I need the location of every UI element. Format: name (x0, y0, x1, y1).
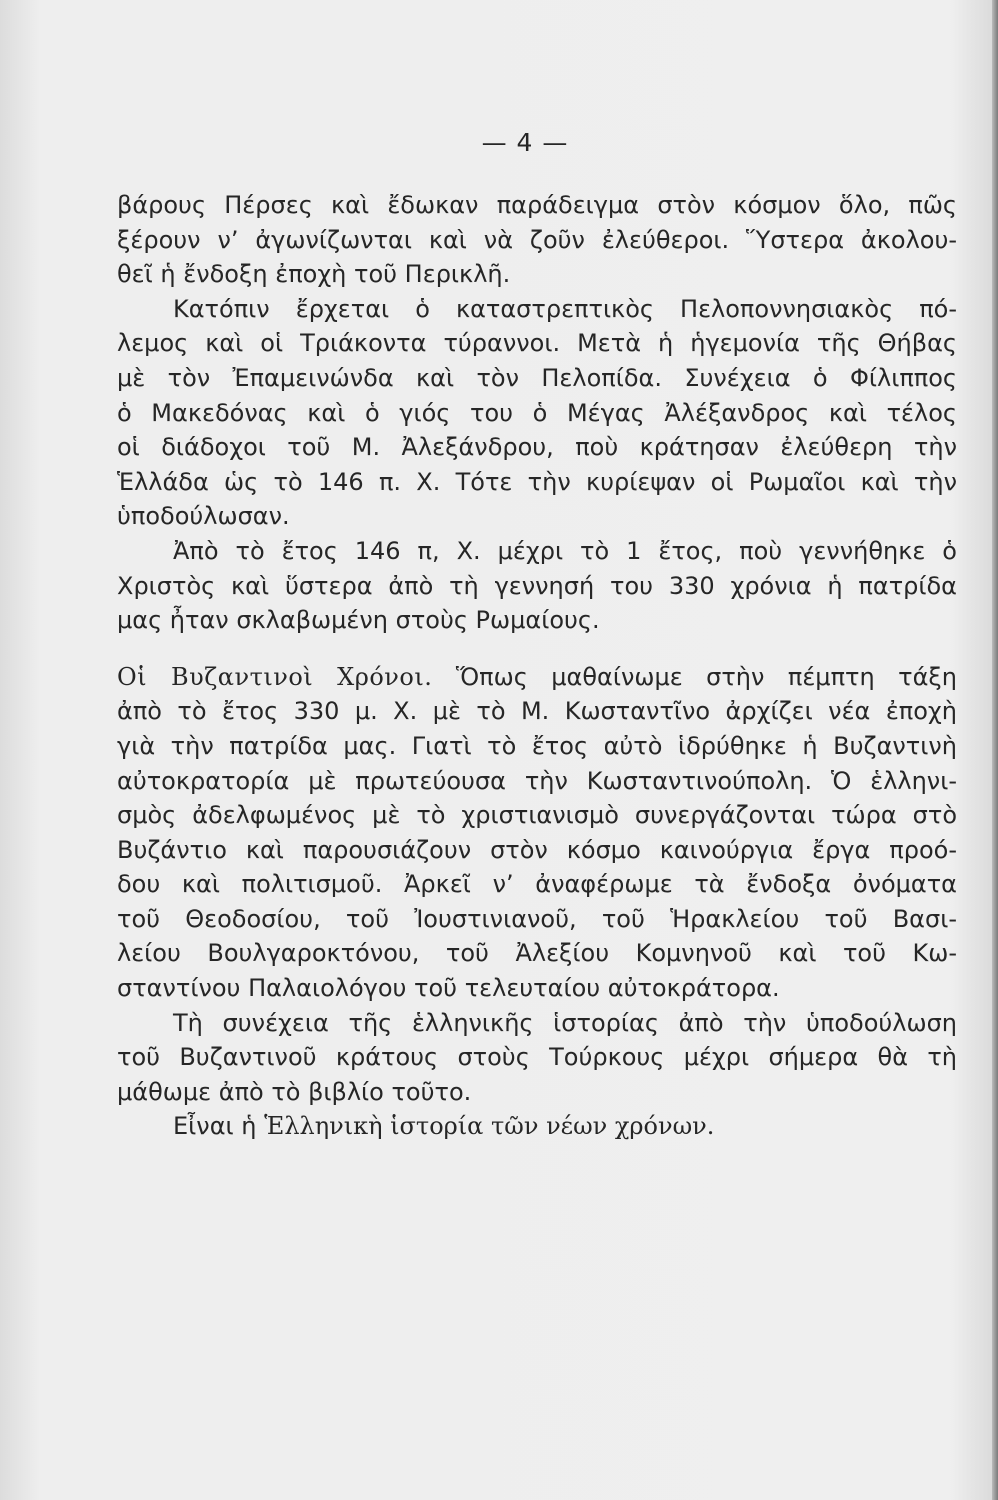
text-line: σμὸς ἀδελφωμένος μὲ τὸ χριστιανισμὸ συνεργάζονται τώρα στὸ (117, 801, 957, 830)
text-line: ὑποδούλωσαν. (117, 502, 290, 531)
text-line: Εἶναι ἡ (173, 1112, 257, 1141)
text-line: τοῦ Θεοδοσίου, τοῦ Ἰουστινιανοῦ, τοῦ Ἡρακλείου τοῦ Βασι- (117, 904, 957, 933)
closing-line (117, 1109, 957, 1144)
text-line: Τὴ συνέχεια τῆς ἑλληνικῆς ἱστορίας ἀπὸ τὴν ὑποδούλωση (173, 1008, 957, 1037)
text-line: Κατόπιν ἔρχεται ὁ καταστρεπτικὸς Πελοποννησιακὸς πό- (173, 294, 957, 323)
text-line: Χριστὸς καὶ ὕστερα ἀπὸ τὴ γεννησή του 330 χρόνια ἡ πατρίδα (117, 571, 957, 600)
page-number: — 4 — (481, 128, 569, 157)
text-line: Ὅπως μαθαίνωμε στὴν πέμπτη τάξη (455, 662, 957, 691)
text-line: λεμος καὶ οἱ Τριάκοντα τύραννοι. Μετὰ ἡ ἡγεμονία τῆς Θήβας (117, 329, 957, 358)
text-line: Ἑλλάδα ὡς τὸ 146 π. Χ. Τότε τὴν κυρίεψαν οἱ Ρωμαῖοι καὶ τὴν (117, 467, 957, 496)
text-line: δου καὶ πολιτισμοῦ. Ἀρκεῖ ν’ ἀναφέρωμε τὰ ἔνδοξα ὀνόματα (117, 870, 957, 899)
text-line: Βυζάντιο καὶ παρουσιάζουν στὸν κόσμο καινούργια ἔργα προό- (117, 835, 957, 864)
text-line: αὐτοκρατορία μὲ πρωτεύουσα τὴν Κωσταντινούπολη. Ὁ ἑλληνι- (117, 766, 957, 795)
text-line: Ἀπὸ τὸ ἔτος 146 π, Χ. μέχρι τὸ 1 ἔτος, ποὺ γεννήθηκε ὁ (173, 536, 957, 565)
text-line: ξέρουν ν’ ἀγωνίζωνται καὶ νὰ ζοῦν ἐλεύθεροι. Ὕστερα ἀκολου- (117, 225, 957, 254)
body-text (117, 188, 957, 1144)
text-line: μὲ τὸν Ἐπαμεινώνδα καὶ τὸν Πελοπίδα. Συνέχεια ὁ Φίλιππος (117, 363, 957, 392)
text-line: τοῦ Βυζαντινοῦ κράτους στοὺς Τούρκους μέχρι σήμερα θὰ τὴ (117, 1043, 957, 1072)
text-line: οἱ διάδοχοι τοῦ Μ. Ἀλεξάνδρου, ποὺ κράτησαν ἐλεύθερη τὴν (117, 433, 957, 462)
text-line: ὁ Μακεδόνας καὶ ὁ γιός του ὁ Μέγας Ἀλέξανδρος καὶ τέλος (117, 398, 957, 427)
text-line: γιὰ τὴν πατρίδα μας. Γιατὶ τὸ ἔτος αὐτὸ ἱδρύθηκε ἡ Βυζαντινὴ (117, 731, 957, 760)
text-line: λείου Βουλγαροκτόνου, τοῦ Ἀλεξίου Κομνηνοῦ καὶ τοῦ Κω- (117, 939, 957, 968)
emphasized-text: Ἑλληνικὴ ἱστορία τῶν νέων χρόνων. (264, 1112, 715, 1141)
text-line: μάθωμε ἀπὸ τὸ βιβλίο τοῦτο. (117, 1077, 472, 1106)
text-line: βάρους Πέρσες καὶ ἔδωκαν παράδειγμα στὸν κόσμον ὅλο, πῶς (117, 191, 957, 219)
section-heading: Οἱ Βυζαντινοὶ Χρόνοι. (117, 662, 433, 691)
text-line: μας ἦταν σκλαβωμένη στοὺς Ρωμαίους. (117, 606, 600, 635)
text-line: ἀπὸ τὸ ἔτος 330 μ. Χ. μὲ τὸ Μ. Κωσταντῖνο ἀρχίζει νέα ἐποχὴ (117, 697, 957, 726)
paragraph-gap (117, 638, 957, 660)
section-first-line (117, 660, 957, 695)
text-line: σταντίνου Παλαιολόγου τοῦ τελευταίου αὐτοκράτορα. (117, 974, 780, 1003)
page-edge (992, 0, 998, 1500)
text-line: θεῖ ἡ ἔνδοξη ἐποχὴ τοῦ Περικλῆ. (117, 260, 511, 289)
